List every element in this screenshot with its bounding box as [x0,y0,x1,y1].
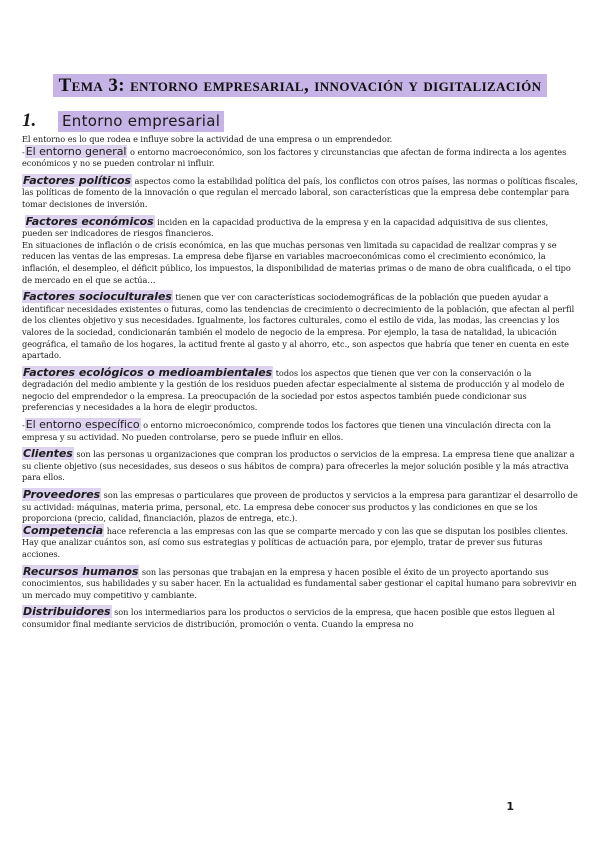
keyword-factores-economicos: Factores económicos [25,214,154,228]
paragraph-clientes [22,448,578,484]
page-title: Tema 3: entorno empresarial, innovación y digitalización [53,74,548,97]
paragraph-text: son las personas que trabajan en la empresa y hacen posible el éxito de un proyecto aportando sus conocimientos, sus habilidades y su saber hacer. En la actualidad es fundamental saber gestionar el capital humano para sobrevivir en un mercado muy competitivo y cambiante. [22,566,577,600]
dash-prefix: - [22,420,25,431]
paragraph-factores-ecologicos [22,367,578,414]
keyword-recursos-humanos: Recursos humanos [23,564,139,578]
intro-paragraph: El entorno es lo que rodea e influye sobre la actividad de una empresa o un emprendedor. [22,134,393,144]
keyword-competencia: Competencia [23,523,104,537]
paragraph-text: todos los aspectos que tienen que ver con la conservación o la degradación del medio ambiente y la gestión de los residuos pueden afectar especialmente al sistema de producción y al modelo de negocio del emprendedor o la empresa. La preocupación de la sociedad por estos aspectos también puede condicionar sus preferencias y necesidades a la hora de elegir productos. [22,367,565,413]
keyword-proveedores: Proveedores [23,488,101,502]
paragraph-text: inciden en la capacidad productiva de la empresa y en la capacidad adquisitiva de sus clientes, pueden ser indicadores de riesgos financieros. [22,216,549,239]
keyword-factores-socioculturales: Factores socioculturales [23,290,172,304]
keyword-entorno-especifico: El entorno específico [25,418,140,432]
keyword-entorno-general: El entorno general [25,144,127,158]
paragraph-extra-text: En situaciones de inflación o de crisis económica, en las que muchas personas ven limitada su capacidad de realizar compras y se reducen las ventas de las empresas. La empresa debe fijarse en variables macroeconómicas como el crecimiento económico, la inflación, el desempleo, el déficit público, los impuestos, la disponibilidad de materias primas o de mano de obra cualificada, o el tipo de mercado en el que se actúa… [22,239,571,285]
page-number: 1 [506,800,514,813]
paragraph-text: son los intermediarios para los productos o servicios de la empresa, que hacen posible que estos lleguen al consumidor final mediante servicios de distribución, promoción o venta. Cuando la empresa no [22,607,555,629]
paragraph-factores-economicos [22,216,578,287]
paragraph-text: son las empresas o particulares que proveen de productos y servicios a la empresa para garantizar el desarrollo de su actividad: máquinas, materia prima, personal, etc. La empresa debe conocer sus productos y las condiciones en que se los proporciona (precio, calidad, financiación, plazos de entrega, etc.). [22,490,578,524]
section-heading [22,110,578,132]
title-block [22,70,578,102]
paragraph-text: aspectos como la estabilidad política del país, los conflictos con otros países, las normas o políticas fiscales, las políticas de fomento de la innovación o que regulan el mercado laboral, son características que la empresa debe contemplar para tomar decisiones de inversión. [22,175,578,209]
paragraph-text: tienen que ver con características sociodemográficas de la población que pueden ayudar a identificar necesidades existentes o futuras, como las tendencias de crecimiento o decrecimiento de la población, que afectan al perfil de los clientes objetivo y sus necesidades. Igualmente, los factores culturales, como el estilo de vida, las modas, las creencias y los valores de la sociedad, condicionarán también el modelo de negocio de la empresa. Por ejemplo, la tasa de natalidad, la ubicación geográfica, el tamaño de los hogares, la actitud frente al gasto y al ahorro, etc., son aspectos que habría que tener en cuenta en este apartado. [22,292,575,361]
paragraph-entorno-general [22,146,578,170]
section-number: 1. [22,110,37,131]
paragraph-factores-socioculturales [22,291,578,362]
paragraph-text: hace referencia a las empresas con las que se comparte mercado y con las que se disputan los posibles clientes. Hay que analizar cuántos son, así como sus estrategias y políticas de actuación para, por ejemplo, tratar de prever sus futuras acciones. [22,525,568,559]
document-page [22,70,578,636]
paragraph-recursos-humanos [22,566,578,602]
paragraph-text: son las personas u organizaciones que compran los productos o servicios de la empresa. La empresa tiene que analizar a su cliente objetivo (sus necesidades, sus deseos o sus hábitos de compra) para ofrecerles la mejor solución posible y la más atractiva para ellos. [22,449,575,483]
keyword-clientes: Clientes [23,447,73,461]
keyword-distribuidores: Distribuidores [23,605,111,619]
paragraph-competencia [22,525,578,561]
paragraph-proveedores [22,489,578,525]
paragraph-entorno-especifico [22,419,578,443]
paragraph-distribuidores [22,606,578,630]
keyword-factores-ecologicos: Factores ecológicos o medioambientales [23,365,273,379]
paragraph-text: o entorno microeconómico, comprende todos los factores que tienen una vinculación directa con la empresa y su actividad. No pueden controlarse, pero se puede influir en ellos. [22,420,551,442]
paragraph-text: o entorno macroeconómico, son los factores y circunstancias que afectan de forma indirecta a los agentes económicos y no se pueden controlar ni influir. [22,146,567,169]
section-title: Entorno empresarial [58,111,224,132]
paragraph-factores-politicos [22,175,578,211]
keyword-factores-politicos: Factores políticos [23,173,131,187]
dash-prefix: - [22,146,25,157]
